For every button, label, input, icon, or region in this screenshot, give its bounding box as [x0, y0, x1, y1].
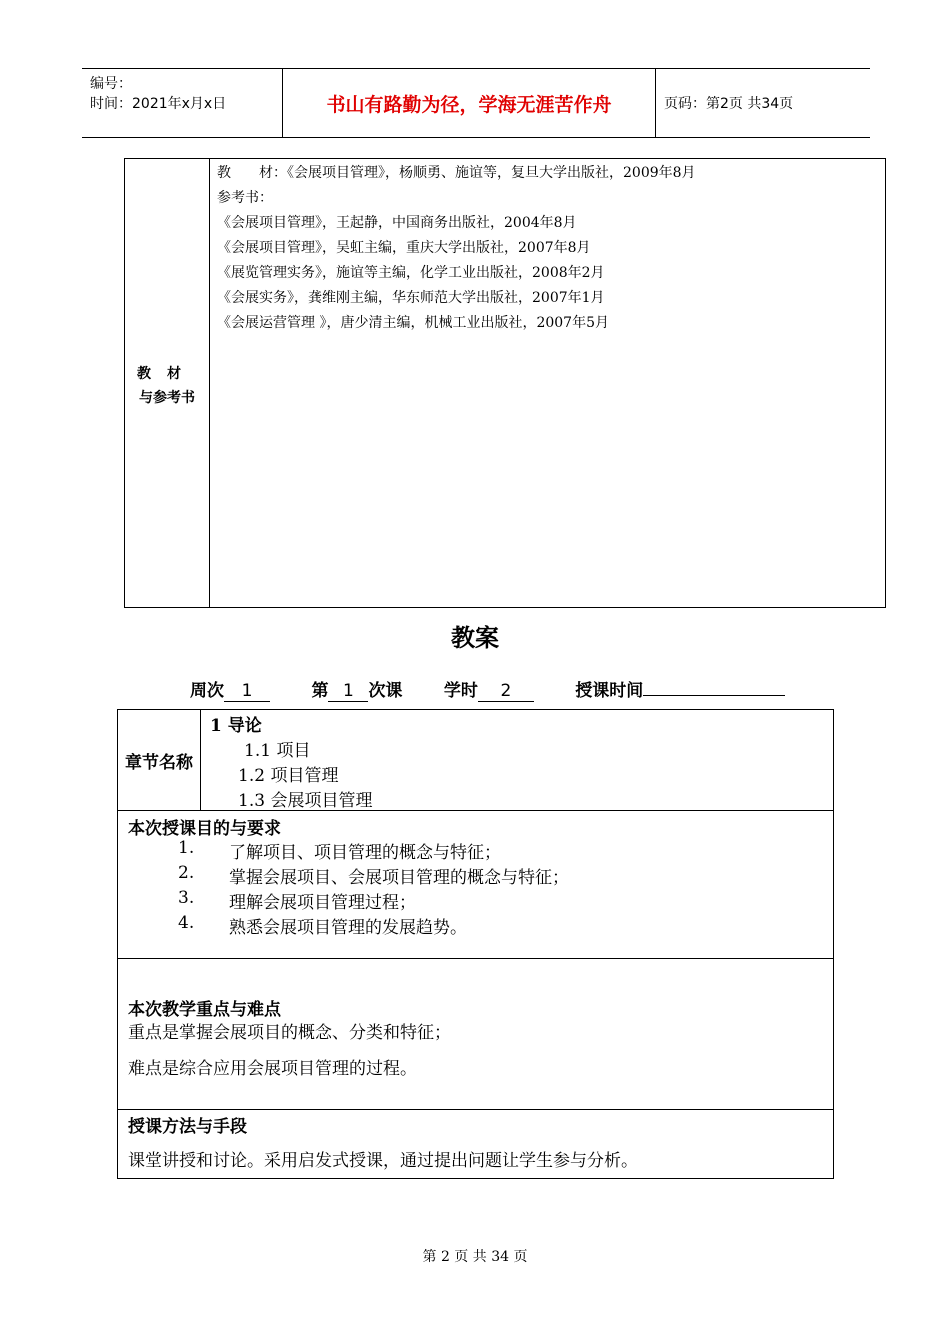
chapter-item: 1.1 项目	[244, 741, 311, 761]
time-value	[643, 695, 785, 696]
lesson-pre: 第	[311, 681, 329, 701]
lesson-post: 次课	[368, 681, 403, 701]
header-meta	[82, 69, 283, 137]
objectives-heading: 本次授课目的与要求	[128, 819, 281, 839]
objective-text: 理解会展项目管理过程；	[229, 893, 416, 913]
page-footer: 第 2 页 共 34 页	[422, 1249, 528, 1265]
objective-text: 掌握会展项目、会展项目管理的概念与特征；	[229, 868, 569, 888]
textbook-label-cell	[125, 159, 210, 607]
lesson-table	[117, 709, 834, 1179]
time-label: 授课时间	[575, 681, 644, 701]
methods-heading: 授课方法与手段	[128, 1117, 247, 1137]
row-divider	[118, 810, 833, 811]
chapter-label: 章节名称	[118, 710, 201, 810]
week-label: 周次	[190, 681, 224, 701]
hours-label: 学时	[443, 681, 478, 701]
objective-text: 熟悉会展项目管理的发展趋势。	[229, 918, 467, 938]
textbook-label-line2: 与参考书	[139, 390, 195, 406]
textbook-line: 《展览管理实务》，施谊等主编，化学工业出版社，2008年2月	[217, 265, 605, 281]
page-info: 页码：第2页 共34页	[664, 96, 794, 112]
page-header	[82, 68, 870, 138]
textbook-list	[217, 161, 696, 336]
methods-text: 课堂讲授和讨论。采用启发式授课，通过提出问题让学生参与分析。	[128, 1151, 638, 1171]
textbook-line: 《会展项目管理》，王起静，中国商务出版社，2004年8月	[217, 215, 577, 231]
week-value: 1	[224, 681, 270, 702]
row-divider	[118, 1109, 833, 1110]
objective-num: 3.	[178, 888, 195, 908]
lesson-value: 1	[328, 681, 368, 702]
textbook-table	[124, 158, 886, 608]
chapter-content	[210, 714, 372, 814]
hours-value: 2	[478, 681, 534, 702]
time-label: 时间：2021年x月x日	[90, 96, 227, 112]
number-label: 编号：	[90, 76, 132, 92]
textbook-line: 《会展项目管理》，吴虹主编，重庆大学出版社，2007年8月	[217, 240, 591, 256]
objective-num: 1.	[178, 838, 195, 858]
textbook-line: 《会展运营管理 》，唐少清主编，机械工业出版社，2007年5月	[217, 315, 609, 331]
textbook-line: 教 材：《会展项目管理》，杨顺勇、施谊等，复旦大学出版社，2009年8月	[217, 165, 696, 181]
textbook-line: 参考书：	[217, 190, 273, 206]
objective-num: 2.	[178, 863, 195, 883]
chapter-item: 1.3 会展项目管理	[238, 791, 373, 811]
objective-text: 了解项目、项目管理的概念与特征；	[229, 843, 501, 863]
textbook-line: 《会展实务》，龚维刚主编，华东师范大学出版社，2007年1月	[217, 290, 605, 306]
chapter-heading: 1 导论	[210, 716, 262, 736]
row-divider	[118, 958, 833, 959]
focus-text: 重点是掌握会展项目的概念、分类和特征；	[128, 1023, 451, 1043]
key-points-heading: 本次教学重点与难点	[128, 1000, 281, 1020]
week-line	[190, 676, 785, 702]
motto: 书山有路勤为径，学海无涯苦作舟	[283, 69, 656, 137]
textbook-label-line1: 教材	[137, 366, 197, 382]
page-title: 教案	[451, 624, 499, 652]
objective-num: 4.	[178, 913, 195, 933]
chapter-item: 1.2 项目管理	[238, 766, 339, 786]
difficulty-text: 难点是综合应用会展项目管理的过程。	[128, 1059, 417, 1079]
